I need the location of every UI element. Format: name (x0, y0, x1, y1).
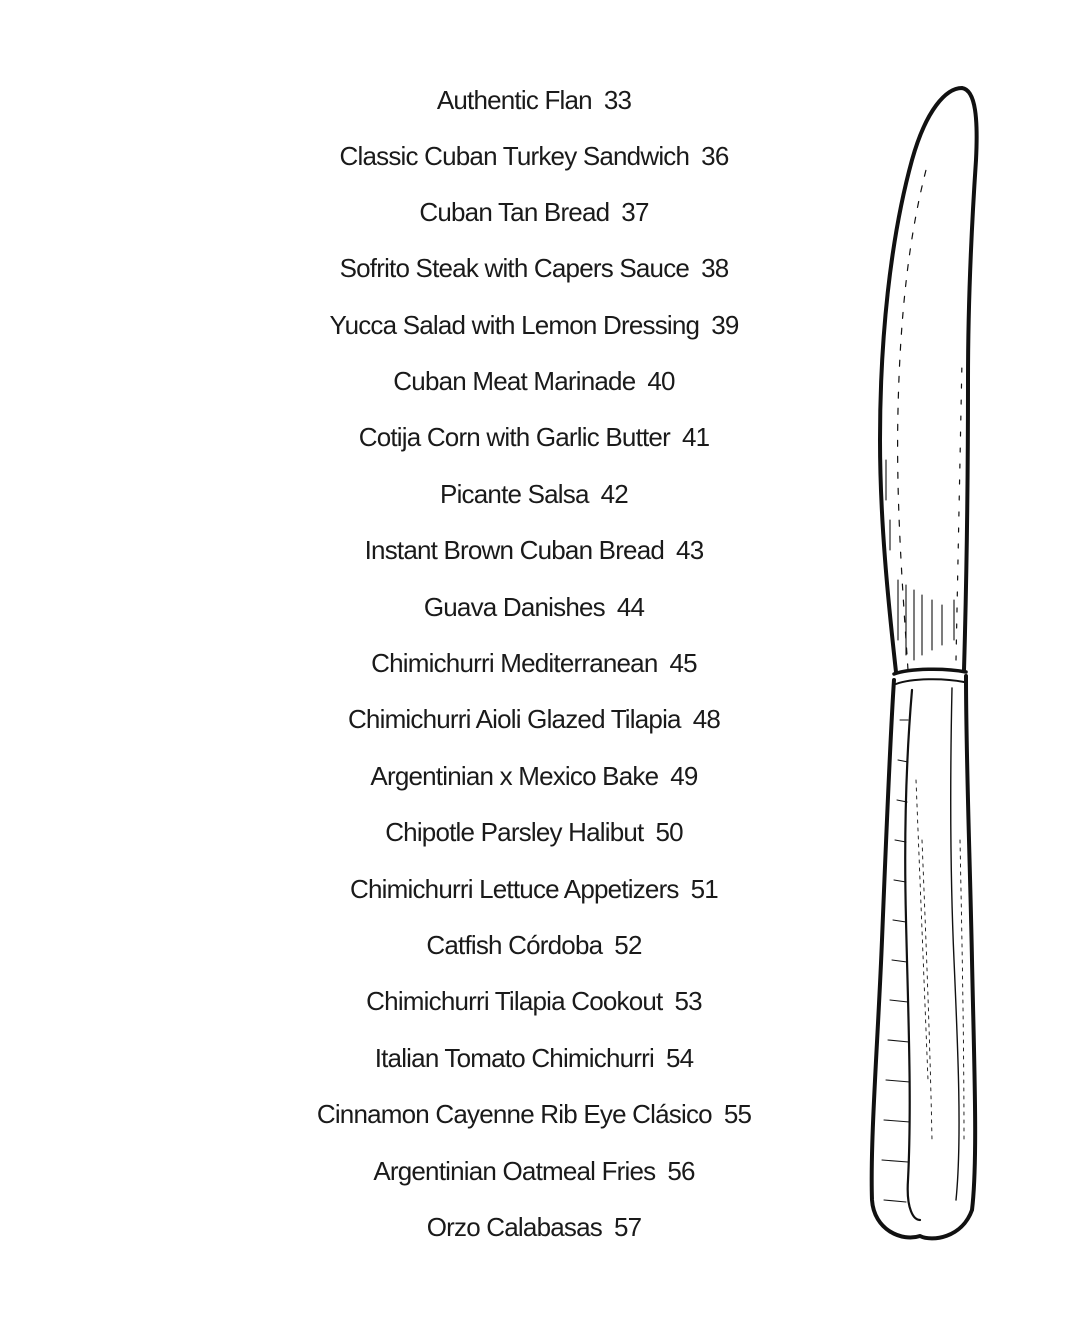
toc-entry-page: 53 (674, 986, 702, 1016)
knife-icon (850, 80, 990, 1250)
toc-entry-title: Guava Danishes (423, 592, 605, 622)
toc-entry-page: 48 (692, 704, 721, 734)
toc-entry-page: 54 (665, 1043, 694, 1073)
toc-entry-title: Instant Brown Cuban Bread (364, 535, 665, 565)
toc-entry-page: 51 (690, 874, 718, 904)
toc-entry-page: 36 (701, 141, 729, 171)
toc-entry-title: Picante Salsa (440, 479, 589, 509)
toc-entry-page: 45 (669, 648, 697, 678)
toc-entry-title: Chimichurri Aioli Glazed Tilapia (347, 704, 681, 734)
toc-entry-page: 37 (621, 197, 649, 227)
toc-entry-title: Argentinian x Mexico Bake (370, 761, 659, 791)
toc-entry-title: Authentic Flan (436, 85, 592, 115)
toc-entry-title: Cotija Corn with Garlic Butter (358, 422, 670, 452)
toc-entry-page: 52 (614, 930, 642, 960)
toc-entry-page: 41 (681, 422, 710, 452)
toc-entry-title: Cuban Tan Bread (419, 197, 610, 227)
toc-entry-page: 43 (676, 535, 704, 565)
toc-entry-title: Chimichurri Tilapia Cookout (366, 986, 663, 1016)
toc-entry-page: 33 (603, 85, 632, 115)
toc-entry-title: Cinnamon Cayenne Rib Eye Clásico (316, 1099, 712, 1129)
toc-entry-title: Chimichurri Mediterranean (371, 648, 658, 678)
toc-entry-page: 55 (723, 1099, 752, 1129)
toc-entry-page: 42 (600, 479, 628, 509)
toc-entry-page: 44 (616, 592, 645, 622)
toc-entry-title: Chimichurri Lettuce Appetizers (350, 874, 679, 904)
toc-entry-page: 57 (613, 1212, 642, 1242)
toc-entry-title: Catfish Córdoba (426, 930, 603, 960)
toc-entry-title: Classic Cuban Turkey Sandwich (339, 141, 690, 171)
toc-entry-title: Argentinian Oatmeal Fries (373, 1156, 656, 1186)
toc-entry-page: 56 (667, 1156, 695, 1186)
toc-entry-title: Sofrito Steak with Capers Sauce (339, 253, 690, 283)
toc-entry-page: 50 (655, 817, 683, 847)
toc-entry-title: Yucca Salad with Lemon Dressing (329, 310, 700, 340)
toc-entry-page: 39 (711, 310, 739, 340)
toc-entry-title: Italian Tomato Chimichurri (374, 1043, 654, 1073)
toc-entry-page: 49 (670, 761, 698, 791)
toc-entry-title: Cuban Meat Marinade (393, 366, 636, 396)
toc-entry-title: Orzo Calabasas (426, 1212, 602, 1242)
toc-entry-page: 38 (701, 253, 729, 283)
toc-entry-page: 40 (647, 366, 675, 396)
toc-entry-title: Chipotle Parsley Halibut (385, 817, 644, 847)
